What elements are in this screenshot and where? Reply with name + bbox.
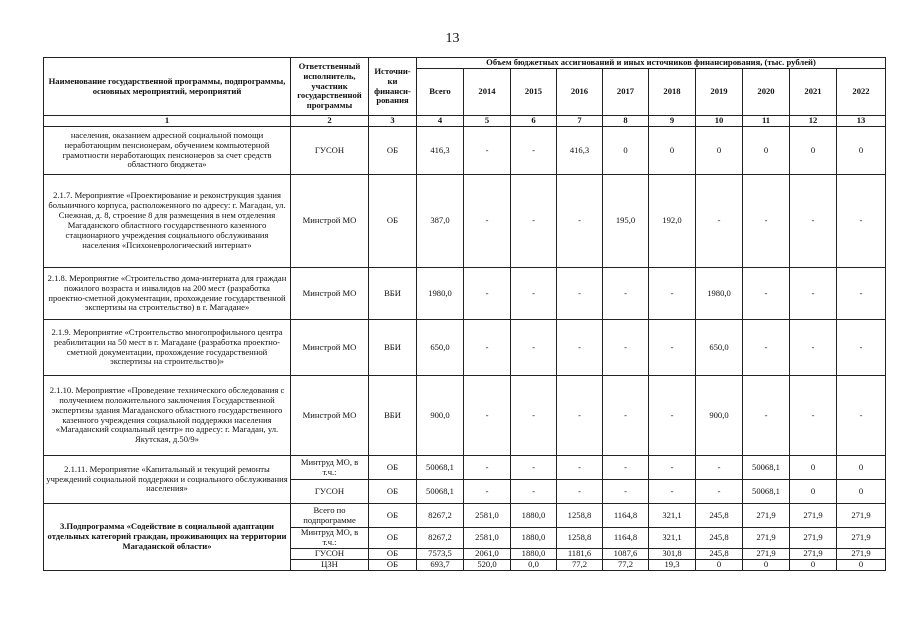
year-value-cell: - [790,376,837,456]
header-year: 2017 [603,69,649,116]
year-value-cell: 0 [837,127,886,175]
year-value-cell: - [557,376,603,456]
year-value-cell: 0,0 [511,559,557,570]
year-value-cell: - [837,320,886,376]
year-value-cell: - [511,376,557,456]
source-cell: ВБИ [369,320,417,376]
year-value-cell: - [790,268,837,320]
executor-cell: Минстрой МО [291,268,369,320]
executor-cell: ГУСОН [291,480,369,504]
header-year: 2019 [696,69,743,116]
year-value-cell: - [464,480,511,504]
year-value-cell: 0 [790,456,837,480]
table-row [44,504,886,528]
measure-name: 2.1.8. Мероприятие «Строительство дома-интерната для граждан пожилого возраста и инвалидов на 200 мест (разработка проектно-сметной документации, прохождение государственной экспертизы на строительство) в г. Магадане» [44,268,291,320]
year-value-cell: 271,9 [743,548,790,559]
year-value-cell: - [649,376,696,456]
year-value-cell: - [603,320,649,376]
header-total: Всего [417,69,464,116]
year-value-cell: 245,8 [696,528,743,549]
year-value-cell: 0 [837,480,886,504]
year-value-cell: 0 [696,559,743,570]
year-value-cell: - [649,456,696,480]
header-funding-group: Объем бюджетных ассигнований и иных источников финансирования, (тыс. рублей) [417,58,886,69]
year-value-cell: 0 [837,456,886,480]
year-value-cell: - [464,268,511,320]
executor-cell: Минстрой МО [291,320,369,376]
year-value-cell: 0 [790,480,837,504]
year-value-cell: - [464,456,511,480]
year-value-cell: - [743,268,790,320]
header-year: 2022 [837,69,886,116]
year-value-cell: - [603,480,649,504]
year-value-cell: 0 [743,127,790,175]
year-value-cell: - [790,175,837,268]
year-value-cell: 1258,8 [557,504,603,528]
year-value-cell: 50068,1 [743,456,790,480]
year-value-cell: - [464,175,511,268]
year-value-cell: - [511,175,557,268]
total-cell: 1980,0 [417,268,464,320]
year-value-cell: - [557,268,603,320]
measure-name: 2.1.10. Мероприятие «Проведение технического обследования с получением положительного заключения Государственной экспертизы здания Магаданского областного государственного казенного учреждения социальной поддержки населения «Магаданский социальный центр» по адресу: г. Магадан, ул. Якутская, д.50/9» [44,376,291,456]
year-value-cell: 1980,0 [696,268,743,320]
executor-cell: Минстрой МО [291,376,369,456]
source-cell: ОБ [369,456,417,480]
year-value-cell: - [557,175,603,268]
year-value-cell: 1880,0 [511,504,557,528]
year-value-cell: 271,9 [837,504,886,528]
year-value-cell: 245,8 [696,504,743,528]
measure-name: 2.1.11. Мероприятие «Капитальный и текущий ремонты учреждений социальной поддержки и социального обслуживания населения» [44,456,291,504]
year-value-cell: 245,8 [696,548,743,559]
year-value-cell: 2581,0 [464,504,511,528]
year-value-cell: - [649,480,696,504]
column-number: 12 [790,116,837,127]
year-value-cell: 2061,0 [464,548,511,559]
table-row [44,376,886,456]
executor-cell: Минстрой МО [291,175,369,268]
total-cell: 50068,1 [417,456,464,480]
year-value-cell: - [837,175,886,268]
year-value-cell: 195,0 [603,175,649,268]
source-cell: ОБ [369,504,417,528]
year-value-cell: - [837,376,886,456]
table-row [44,175,886,268]
year-value-cell: 271,9 [790,548,837,559]
header-source: Источни-ки финанси-рования [369,58,417,116]
executor-cell: ГУСОН [291,127,369,175]
total-cell: 387,0 [417,175,464,268]
year-value-cell: - [790,320,837,376]
year-value-cell: - [649,268,696,320]
year-value-cell: 50068,1 [743,480,790,504]
year-value-cell: 1087,6 [603,548,649,559]
year-value-cell: - [511,320,557,376]
year-value-cell: 77,2 [603,559,649,570]
executor-cell: Минтруд МО, в т.ч.: [291,528,369,549]
table-row [44,268,886,320]
year-value-cell: 77,2 [557,559,603,570]
executor-cell: Всего по подпрограмме [291,504,369,528]
year-value-cell: 271,9 [790,504,837,528]
year-value-cell: - [557,456,603,480]
column-number: 7 [557,116,603,127]
year-value-cell: - [464,376,511,456]
header-name: Наименование государственной программы, подпрограммы, основных мероприятий, мероприятий [44,58,291,116]
total-cell: 693,7 [417,559,464,570]
source-cell: ОБ [369,559,417,570]
column-number: 2 [291,116,369,127]
source-cell: ВБИ [369,268,417,320]
budget-table [43,57,886,571]
year-value-cell: 0 [603,127,649,175]
source-cell: ОБ [369,528,417,549]
executor-cell: Минтруд МО, в т.ч.: [291,456,369,480]
year-value-cell: 0 [743,559,790,570]
column-number: 10 [696,116,743,127]
total-cell: 416,3 [417,127,464,175]
header-year: 2021 [790,69,837,116]
year-value-cell: 0 [837,559,886,570]
year-value-cell: 0 [790,127,837,175]
subprogram-name: 3.Подпрограмма «Содействие в социальной адаптации отдельных категорий граждан, проживающих на территории Магаданской области» [44,504,291,571]
year-value-cell: 1181,6 [557,548,603,559]
year-value-cell: 0 [790,559,837,570]
year-value-cell: - [557,320,603,376]
total-cell: 8267,2 [417,504,464,528]
year-value-cell: 1880,0 [511,528,557,549]
year-value-cell: 1880,0 [511,548,557,559]
year-value-cell: - [743,175,790,268]
executor-cell: ГУСОН [291,548,369,559]
source-cell: ВБИ [369,376,417,456]
column-number: 9 [649,116,696,127]
column-number: 13 [837,116,886,127]
year-value-cell: - [603,376,649,456]
year-value-cell: - [696,175,743,268]
year-value-cell: - [511,127,557,175]
source-cell: ОБ [369,548,417,559]
total-cell: 900,0 [417,376,464,456]
header-year: 2018 [649,69,696,116]
year-value-cell: - [696,480,743,504]
header-year: 2020 [743,69,790,116]
year-value-cell: - [696,456,743,480]
table-row [44,320,886,376]
year-value-cell: 271,9 [790,528,837,549]
year-value-cell: 1164,8 [603,504,649,528]
column-number: 6 [511,116,557,127]
year-value-cell: 900,0 [696,376,743,456]
table-row [44,456,886,480]
header-year: 2016 [557,69,603,116]
year-value-cell: 19,3 [649,559,696,570]
measure-name: населения, оказанием адресной социальной помощи неработающим пенсионерам, обучением компьютерной грамотности неработающих пенсионеров за счет средств областного бюджета» [44,127,291,175]
year-value-cell: 416,3 [557,127,603,175]
year-value-cell: 321,1 [649,504,696,528]
year-value-cell: - [603,456,649,480]
year-value-cell: 321,1 [649,528,696,549]
year-value-cell: 0 [649,127,696,175]
table-row [44,127,886,175]
year-value-cell: 271,9 [743,528,790,549]
year-value-cell: - [511,480,557,504]
column-number: 1 [44,116,291,127]
year-value-cell: - [649,320,696,376]
header-executor: Ответственный исполнитель, участник государственной программы [291,58,369,116]
year-value-cell: - [464,320,511,376]
year-value-cell: - [511,268,557,320]
year-value-cell: 0 [696,127,743,175]
year-value-cell: 1258,8 [557,528,603,549]
column-number: 4 [417,116,464,127]
year-value-cell: - [743,376,790,456]
column-number: 11 [743,116,790,127]
measure-name: 2.1.9. Мероприятие «Строительство многопрофильного центра реабилитации на 50 мест в г. Магадане (разработка проектно-сметной документации, прохождение государственной экспертизы на строительство)» [44,320,291,376]
total-cell: 7573,5 [417,548,464,559]
source-cell: ОБ [369,175,417,268]
year-value-cell: - [557,480,603,504]
year-value-cell: - [603,268,649,320]
year-value-cell: 271,9 [743,504,790,528]
year-value-cell: 520,0 [464,559,511,570]
total-cell: 650,0 [417,320,464,376]
year-value-cell: - [464,127,511,175]
total-cell: 50068,1 [417,480,464,504]
year-value-cell: 301,8 [649,548,696,559]
header-year: 2015 [511,69,557,116]
year-value-cell: - [743,320,790,376]
year-value-cell: - [511,456,557,480]
year-value-cell: 192,0 [649,175,696,268]
column-number: 5 [464,116,511,127]
source-cell: ОБ [369,480,417,504]
year-value-cell: 1164,8 [603,528,649,549]
total-cell: 8267,2 [417,528,464,549]
page-number: 13 [445,31,460,46]
executor-cell: ЦЗН [291,559,369,570]
year-value-cell: 650,0 [696,320,743,376]
year-value-cell: 271,9 [837,548,886,559]
year-value-cell: 271,9 [837,528,886,549]
header-year: 2014 [464,69,511,116]
year-value-cell: - [837,268,886,320]
measure-name: 2.1.7. Мероприятие «Проектирование и реконструкция здания больничного корпуса, расположенного по адресу: г. Магадан, ул. Снежная, д. 8, строение 8 для размещения в нем отделения Магаданского областного государственного казенного стационарного учреждения социального обслуживания населения «Психоневрологический интернат» [44,175,291,268]
source-cell: ОБ [369,127,417,175]
year-value-cell: 2581,0 [464,528,511,549]
column-number: 3 [369,116,417,127]
column-number: 8 [603,116,649,127]
